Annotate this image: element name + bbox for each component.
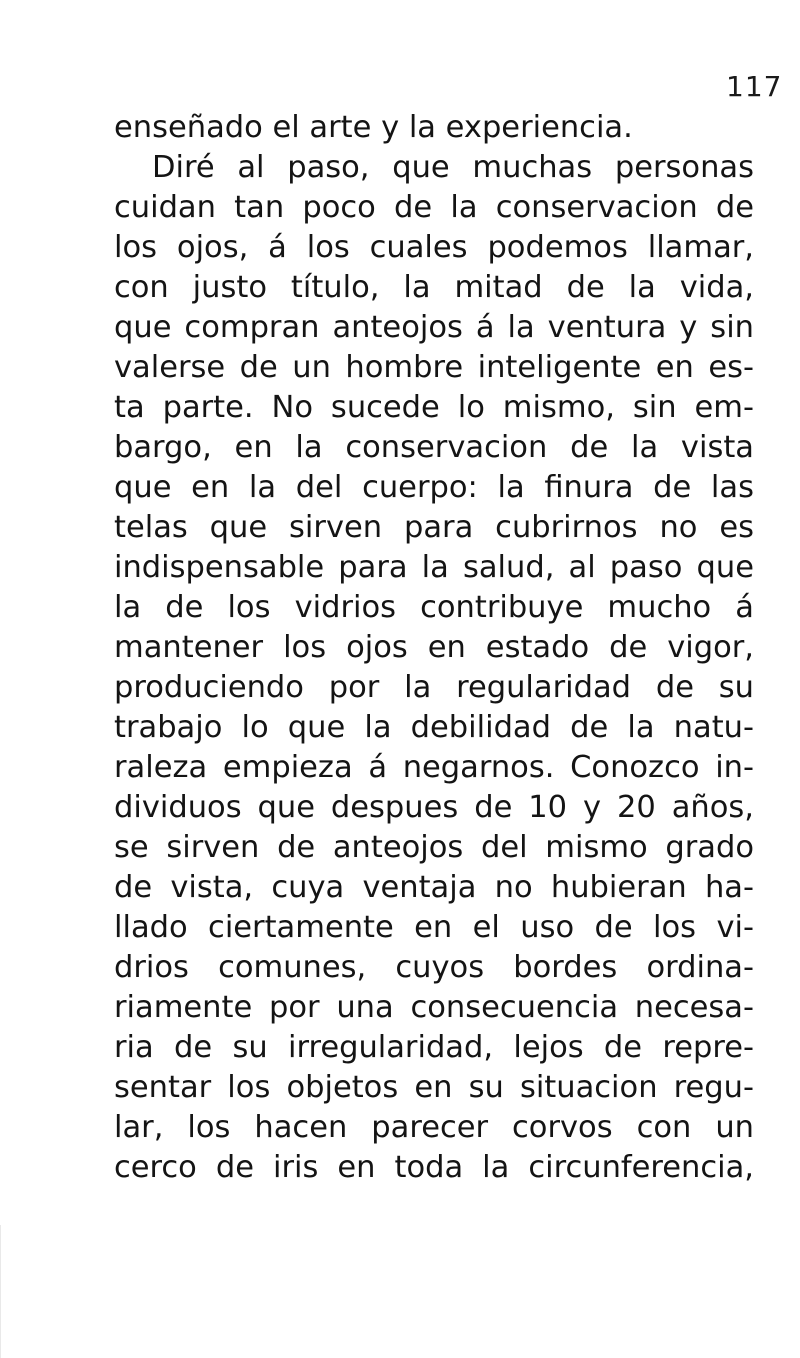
text-line: que en la del cuerpo: la finura de las xyxy=(114,470,754,505)
text-line: se sirven de anteojos del mismo grado xyxy=(114,830,754,865)
text-line: ria de su irregularidad, lejos de repre- xyxy=(114,1030,754,1065)
text-line: lar, los hacen parecer corvos con un xyxy=(114,1110,754,1145)
text-line: cuidan tan poco de la conservacion de xyxy=(114,190,754,225)
text-line: ta parte. No sucede lo mismo, sin em- xyxy=(114,390,754,425)
text-line: que compran anteojos á la ventura y sin xyxy=(114,310,754,345)
text-line: raleza empieza á negarnos. Conozco in- xyxy=(114,750,754,785)
text-line: los ojos, á los cuales podemos llamar, xyxy=(114,230,754,265)
text-line: llado ciertamente en el uso de los vi- xyxy=(114,910,754,945)
text-line: bargo, en la conservacion de la vista xyxy=(114,430,754,465)
text-line: valerse de un hombre inteligente en es- xyxy=(114,350,754,385)
text-line: dividuos que despues de 10 y 20 años, xyxy=(114,790,754,825)
text-line: telas que sirven para cubrirnos no es xyxy=(114,510,754,545)
text-line: de vista, cuya ventaja no hubieran ha- xyxy=(114,870,754,905)
text-line: riamente por una consecuencia necesa- xyxy=(114,990,754,1025)
text-line: enseñado el arte y la experiencia. xyxy=(114,110,633,145)
text-line: Diré al paso, que muchas personas xyxy=(152,150,754,185)
text-line: sentar los objetos en su situacion regu- xyxy=(114,1070,754,1105)
text-line: drios comunes, cuyos bordes ordina- xyxy=(114,950,754,985)
body-text xyxy=(114,108,754,1188)
text-line: produciendo por la regularidad de su xyxy=(114,670,754,705)
text-line: con justo título, la mitad de la vida, xyxy=(114,270,754,305)
text-line: indispensable para la salud, al paso que xyxy=(114,550,754,585)
page-number: 117 xyxy=(726,70,783,103)
text-line: la de los vidrios contribuye mucho á xyxy=(114,590,754,625)
page-edge-mark xyxy=(0,1225,1,1358)
text-line: trabajo lo que la debilidad de la natu- xyxy=(114,710,754,745)
text-line: mantener los ojos en estado de vigor, xyxy=(114,630,754,665)
text-line: cerco de iris en toda la circunferencia, xyxy=(114,1150,754,1185)
